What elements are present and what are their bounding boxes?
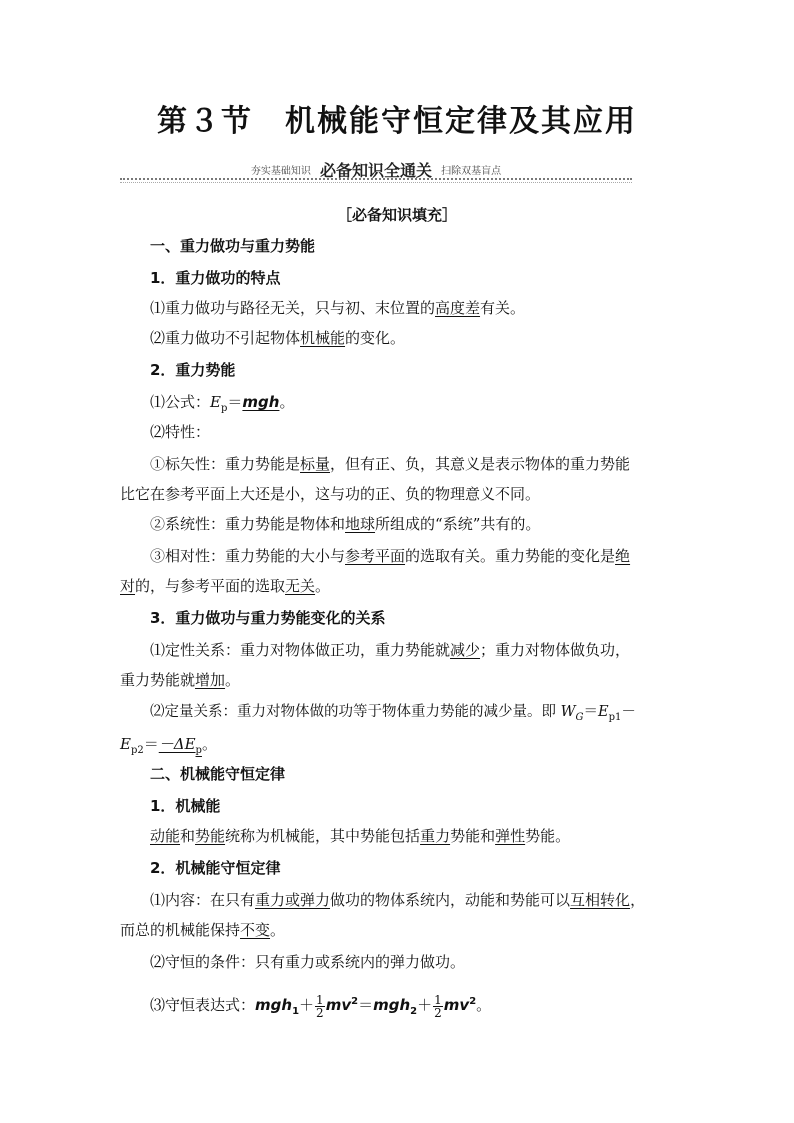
symbol: E — [120, 735, 131, 753]
blank-answer: mgh — [242, 393, 280, 411]
text: 重力势能就 — [120, 671, 196, 689]
subscript: p1 — [608, 711, 622, 723]
char-2 — [150, 514, 540, 534]
paragraph-char: ⑵特性： — [150, 423, 211, 441]
heading-2-2: 2．机械能守恒定律 — [150, 859, 281, 877]
subscript: p — [220, 403, 228, 414]
section-heading: ［必备知识填充］ — [336, 206, 457, 224]
relation-2 — [150, 702, 636, 728]
blank-answer: 对 — [120, 577, 136, 595]
text: ＝ — [583, 704, 599, 720]
text: 的，与参考平面的选取 — [135, 577, 286, 595]
blank-answer: 高度差 — [435, 299, 481, 317]
text: ①标矢性：重力势能是 — [150, 455, 301, 473]
text: 。 — [225, 671, 241, 689]
paragraph-1a — [150, 298, 525, 318]
section-banner — [120, 158, 632, 184]
char-1-line2: 比它在参考平面上大还是小，这与功的正、负的物理意义不同。 — [120, 485, 541, 503]
relation-1-line2 — [120, 670, 240, 690]
text: 势能。 — [525, 827, 571, 845]
blank-answer: 标量 — [300, 455, 331, 473]
blank-answer: 增加 — [195, 671, 226, 689]
text: 的变化。 — [345, 329, 406, 347]
subscript: p — [195, 745, 202, 756]
blank-answer: 无关 — [285, 577, 316, 595]
denominator: 2 — [434, 1005, 442, 1020]
char-3-line2 — [120, 576, 330, 596]
text: ⑵定量关系：重力对物体做的功等于物体重力势能的减少量。即 — [150, 704, 561, 720]
heading-1-1: 1．重力做功的特点 — [150, 269, 281, 287]
text: 势能和 — [450, 827, 496, 845]
text: ②系统性：重力势能是物体和 — [150, 515, 346, 533]
text: ＋ — [417, 996, 433, 1014]
conservation-content-line2 — [120, 920, 285, 940]
text: ⑴公式： — [150, 393, 211, 411]
heading-1-2: 2．重力势能 — [150, 361, 236, 379]
banner-left: 夯实基础知识 — [250, 166, 311, 177]
superscript: 2 — [469, 996, 477, 1007]
text: 所组成的“系统”共有的。 — [375, 515, 541, 533]
subscript: G — [575, 711, 584, 723]
text: 做功的物体系统内，动能和势能可以 — [330, 891, 571, 909]
text: 有关。 — [480, 299, 526, 317]
blank-answer: 重力或弹力 — [255, 891, 331, 909]
text: 。 — [476, 996, 492, 1014]
symbol: E — [210, 393, 221, 411]
text: ，但有正、负，其意义是表示物体的重力势能 — [330, 455, 631, 473]
text: ， — [630, 891, 646, 909]
denominator: 2 — [316, 1005, 324, 1020]
fraction — [315, 994, 325, 1019]
symbol: mv — [325, 996, 352, 1014]
formula-line — [150, 392, 294, 419]
text: ⑴内容：在只有 — [150, 891, 256, 909]
text: ＝ — [227, 393, 243, 411]
text: 的选取有关。重力势能的变化是 — [405, 547, 616, 565]
blank-answer: 动能 — [150, 827, 181, 845]
heading-2-1: 1．机械能 — [150, 797, 221, 815]
heading-2: 二、机械能守恒定律 — [150, 765, 286, 783]
text: ；重力对物体做负功， — [480, 641, 631, 659]
blank-answer: 参考平面 — [345, 547, 406, 565]
blank-answer: 重力 — [420, 827, 451, 845]
heading-1-3: 3．重力做功与重力势能变化的关系 — [150, 609, 386, 627]
text: 。 — [315, 577, 331, 595]
char-3 — [150, 546, 630, 566]
subscript: p2 — [130, 745, 144, 756]
conservation-expression — [150, 988, 491, 1026]
text: 。 — [201, 735, 217, 753]
text: 而总的机械能保持 — [120, 921, 241, 939]
text: － — [621, 704, 636, 720]
conservation-content — [150, 890, 645, 910]
numerator: 1 — [316, 992, 324, 1007]
relation-2-line2 — [120, 734, 217, 761]
blank-answer: 互相转化 — [570, 891, 631, 909]
blank-answer: 绝 — [615, 547, 631, 565]
text: ＋ — [299, 996, 315, 1014]
banner-right: 扫除双基盲点 — [441, 166, 502, 177]
text: ＝ — [358, 996, 374, 1014]
numerator: 1 — [434, 992, 442, 1007]
text: ⑵重力做功不引起物体 — [150, 329, 301, 347]
blank-answer: 减少 — [450, 641, 481, 659]
blank-answer: 不变 — [240, 921, 271, 939]
conservation-condition: ⑵守恒的条件：只有重力或系统内的弹力做功。 — [150, 953, 466, 971]
char-1 — [150, 454, 630, 474]
symbol: mgh — [373, 996, 411, 1014]
heading-1: 一、重力做功与重力势能 — [150, 237, 316, 255]
blank-answer: 地球 — [345, 515, 376, 533]
symbol: mgh — [255, 996, 293, 1014]
subscript: 2 — [410, 1006, 418, 1017]
banner-rule-2 — [120, 182, 632, 183]
symbol: W — [560, 704, 576, 720]
subscript: 1 — [292, 1006, 300, 1017]
text: ⑴重力做功与路径无关，只与初、末位置的 — [150, 299, 436, 317]
paragraph-1b — [150, 328, 405, 348]
blank-answer: －ΔE — [158, 735, 196, 753]
mechanical-energy-def — [150, 826, 570, 846]
text: 。 — [270, 921, 286, 939]
text: 和 — [180, 827, 196, 845]
text: 统称为机械能，其中势能包括 — [225, 827, 421, 845]
text: ＝ — [143, 735, 159, 753]
page-title: 第３节 机械能守恒定律及其应用 — [157, 104, 637, 139]
blank-answer: 弹性 — [495, 827, 526, 845]
banner-rule — [120, 178, 632, 180]
blank-answer: 机械能 — [300, 329, 346, 347]
fraction — [433, 994, 443, 1019]
symbol: mv — [443, 996, 470, 1014]
blank-answer: 势能 — [195, 827, 226, 845]
text: ③相对性：重力势能的大小与 — [150, 547, 346, 565]
text: ⑴定性关系：重力对物体做正功，重力势能就 — [150, 641, 451, 659]
text: ⑶守恒表达式： — [150, 996, 256, 1014]
relation-1 — [150, 640, 630, 660]
superscript: 2 — [351, 996, 359, 1007]
text: 。 — [279, 393, 295, 411]
banner-center: 必备知识全通关 — [319, 161, 432, 180]
symbol: E — [598, 704, 609, 720]
